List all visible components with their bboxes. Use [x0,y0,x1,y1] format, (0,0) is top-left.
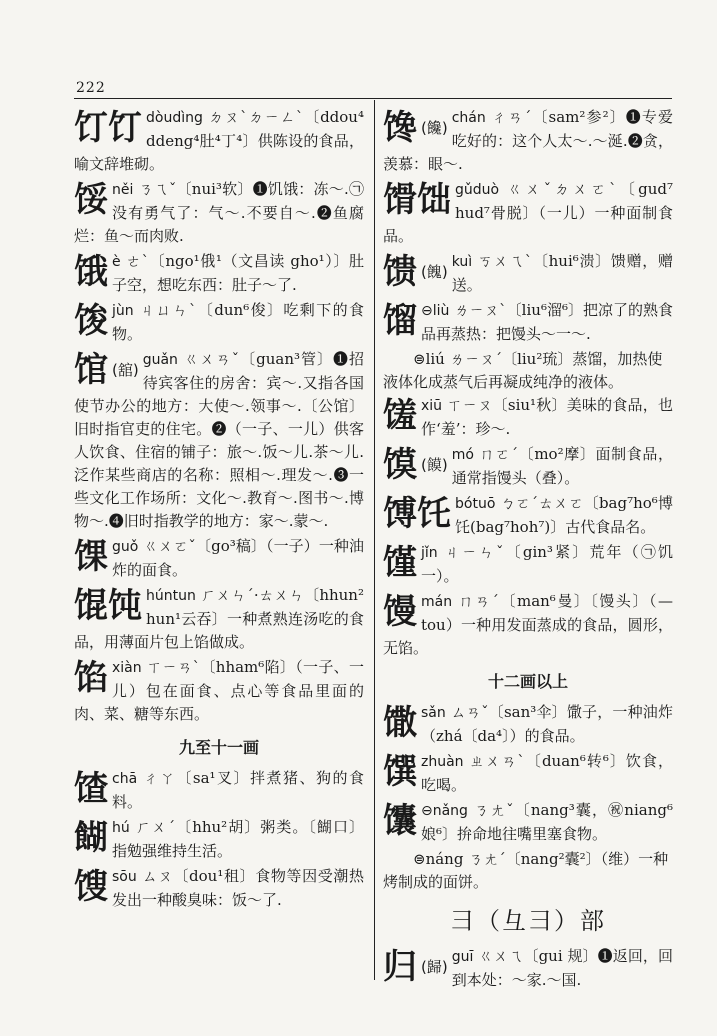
entry-body [383,590,673,660]
dictionary-entry [383,299,673,346]
entry-headword: 馓 [383,703,417,743]
page-number: 222 [76,80,106,96]
entry-pinyin: ⊖liù [421,303,450,319]
entry-pinyin: è [112,254,121,270]
entry-definition: ㄒㄧㄢˋ〔hham⁶陷〕（一子、一儿）包在面食、点心等食品里面的肉、菜、糖等东西。 [74,658,364,723]
entry-body [74,250,364,297]
entry-headword: 饿 [74,252,108,292]
entry-definition: ㄔㄢˊ〔sam²参²〕❶专爱吃好的：这个人太～.～涎.❷贪，羡慕：眼～. [383,108,673,173]
dictionary-entry [74,250,364,297]
entry-traditional-form: (饞) [421,119,448,137]
entry-definition: ㄙㄡ〔dou¹租〕食物等因受潮热发出一种酸臭味：饭～了. [112,867,364,909]
entry-definition: ㄍㄨㄛˇ〔go³稿〕（一子）一种油炸的面食。 [112,537,364,579]
entry-definition: ㄍㄨㄟ〔gui 规〕❶返回，回到本处：～家.～国. [451,947,673,989]
entry-pinyin: guī [451,949,474,965]
entry-pinyin: sōu [112,869,137,885]
entry-headword: 归 [383,947,417,987]
dictionary-entry [74,106,364,176]
entry-pinyin: mó [451,447,474,463]
entry-headword: 馐 [383,396,417,436]
entry-body [383,750,673,797]
entry-pinyin: guǎn [142,352,178,368]
sub-entry-nang2: ⊜náng ㄋㄤˊ〔nang²囊²〕（维）一种烤制成的面饼。 [383,850,669,891]
entry-headword: 餬 [74,818,108,858]
dictionary-entry [383,701,673,748]
entry-definition: ㄙㄢˇ〔san³伞〕馓子，一种油炸（zhá〔da⁴〕）的食品。 [421,703,673,745]
entry-headword: 馇 [74,769,108,809]
entry-body [74,178,364,248]
dictionary-entry [74,348,364,533]
entry-headword: 馃 [74,537,108,577]
section-title-12-plus: 十二画以上 [487,672,568,691]
entry-pinyin: jùn [112,303,134,319]
entry-headword: 馁 [74,180,108,220]
sub-entry-liu2: ⊜liú ㄌㄧㄡˊ〔liu²琉〕蒸馏，加热使液体化成蒸气后再凝成纯净的液体。 [383,350,663,391]
entry-body [74,816,364,863]
entry-definition: ㄎㄨㄟˋ〔hui⁶溃〕馈赠，赠送。 [451,252,673,294]
entry-headword: 馔 [383,752,417,792]
entry-pinyin: zhuàn [421,754,464,770]
entry-definition: ㄌㄧㄡˋ〔liu⁶溜⁶〕把凉了的熟食品再蒸热：把馒头～一～. [421,301,673,343]
dictionary-entry [383,178,673,248]
entry-headword: 馈 [383,252,417,292]
entry-definition: ㄋㄟˇ〔nui³软〕❶饥饿：冻～.㉠没有勇气了：气～.不要自～.❷鱼腐烂：鱼～而肉败. [74,180,364,245]
dictionary-entry [74,767,364,814]
entry-pinyin: mán [421,594,453,610]
entry-definition: ㄍㄨˇㄉㄨㄛˋ〔gud⁷ hud⁷骨脱〕（一儿）一种面制食品。 [383,180,673,245]
entry-pinyin: xiū [421,398,443,414]
entry-definition: ㄏㄨˊ〔hhu²胡〕粥类。〔餬口〕指勉强维持生活。 [112,818,364,860]
left-column [74,106,364,1006]
entry-definition: ㄋㄤˇ〔nang³囊，㊗niang⁶娘⁶〕拚命地往嘴里塞食物。 [421,801,673,843]
entry-headword: 馅 [74,658,108,698]
dictionary-entry [383,250,673,297]
entry-body [383,701,673,748]
entry-pinyin: sǎn [421,705,446,721]
dictionary-entry [383,590,673,660]
entry-headword: 馏 [383,301,417,341]
entry-pinyin: húntun [146,588,196,604]
entry-headword: 馆 [74,350,108,390]
dictionary-entry [74,535,364,582]
entry-body [74,535,364,582]
entry-headword: 馂 [74,301,108,341]
entry-headword: 馊 [74,867,108,907]
column-divider [374,100,375,980]
radical-section-title: 彐（彑彐）部 [450,907,606,935]
entry-definition: ㄅㄛˊㄊㄨㄛ〔bag⁷ho⁶博饦(bag⁷hoh⁷)〕古代食品名。 [455,494,673,536]
section-title-9-11: 九至十一画 [178,738,259,757]
entry-pinyin: kuì [451,254,473,270]
entry-body [383,799,673,846]
entry-pinyin: chā [112,771,138,787]
entry-pinyin: něi [112,182,134,198]
entry-definition: ㄒㄧㄡ〔siu¹秋〕美味的食品，也作‘羞’：珍～. [421,396,673,438]
entry-definition: ㄇㄛˊ〔mo²摩〕面制食品，通常指馒头（叠）。 [451,445,673,487]
dictionary-entry [383,443,673,490]
dictionary-entry [74,816,364,863]
entry-pinyin: chán [451,110,486,126]
entry-body [383,299,673,346]
entry-pinyin: guǒ [112,539,139,555]
entry-definition: ㄐㄧㄣˇ〔gin³紧〕荒年（㉠饥一）。 [421,543,673,585]
entry-pinyin: hú [112,820,130,836]
entry-pinyin: ⊖nǎng [421,803,468,819]
entry-definition: ㄏㄨㄣˊ·ㄊㄨㄣ〔hhun² hun¹云吞〕一种煮熟连汤吃的食品，用薄面片包上馅做成。 [74,586,364,651]
entry-definition: ㄉㄡˋㄉㄧㄥˋ〔ddou⁴ ddeng⁴肚⁴丁⁴〕供陈设的食品，喻文辞堆砌。 [74,108,364,173]
entry-body [74,656,364,726]
entry-headword: 馋 [383,108,417,148]
entry-body [74,299,364,346]
dictionary-entry [383,750,673,797]
dictionary-entry [383,945,673,992]
entry-definition: ㄐㄩㄣˋ〔dun⁶俊〕吃剩下的食物。 [112,301,364,343]
entry-headword: 馕 [383,801,417,841]
dictionary-entry [383,394,673,441]
dictionary-entry [74,656,364,726]
entry-traditional-form: (饃) [421,456,448,474]
entry-definition: ㄇㄢˊ〔man⁶曼〕〔馒头〕（—tou）一种用发面蒸成的食品，圆形，无馅。 [383,592,673,657]
entry-headword: 馑 [383,543,417,583]
dictionary-entry [74,584,364,654]
dictionary-entry [383,541,673,588]
dictionary-entry [383,492,673,539]
entry-headword: 馉饳 [383,180,451,220]
entry-body [383,541,673,588]
entry-body [74,865,364,912]
entry-headword: 馄饨 [74,586,142,626]
entry-definition: ㄓㄨㄢˋ〔duan⁶转⁶〕饮食，吃喝。 [421,752,673,794]
right-column [383,106,673,1006]
dictionary-entry [74,178,364,248]
entry-pinyin: bótuō [455,496,496,512]
dictionary-entry [74,299,364,346]
entry-body [74,767,364,814]
entry-headword: 馒 [383,592,417,632]
entry-pinyin: jǐn [421,545,438,561]
dictionary-entry [74,865,364,912]
entry-body [383,394,673,441]
entry-pinyin: gǔduò [455,182,500,198]
entry-definition: ㄔㄚ〔sa¹叉〕拌煮猪、狗的食料。 [112,769,364,811]
entry-traditional-form: (餽) [421,263,448,281]
entry-traditional-form: (歸) [421,958,448,976]
entry-pinyin: dòudìng [146,110,203,126]
top-rule [74,98,672,99]
entry-traditional-form: (舘) [112,361,139,379]
entry-headword: 饤饤 [74,108,142,148]
dictionary-entry [383,799,673,846]
entry-definition: ㄍㄨㄢˇ〔guan³管〕❶招待宾客住的房舍：宾～.又指各国使节办公的地方：大使～.领事～.〔公馆〕旧时指官吏的住宅。❷（一子、一儿）供客人饮食、住宿的铺子：旅～.饭～儿.茶～儿.泛作某些商店的名称：照相～.理发～.❸一些文化工作场所：文化～.教育～.图书～.博物～.❹旧时指教学的地方：家～.蒙～. [74,350,364,530]
entry-headword: 馍 [383,445,417,485]
entry-pinyin: xiàn [112,660,142,676]
dictionary-entry [383,106,673,176]
entry-headword: 馎饦 [383,494,451,534]
entry-definition: ㄜˋ〔ngo¹俄¹（文昌读 gho¹）〕肚子空，想吃东西：肚子～了. [112,252,364,294]
